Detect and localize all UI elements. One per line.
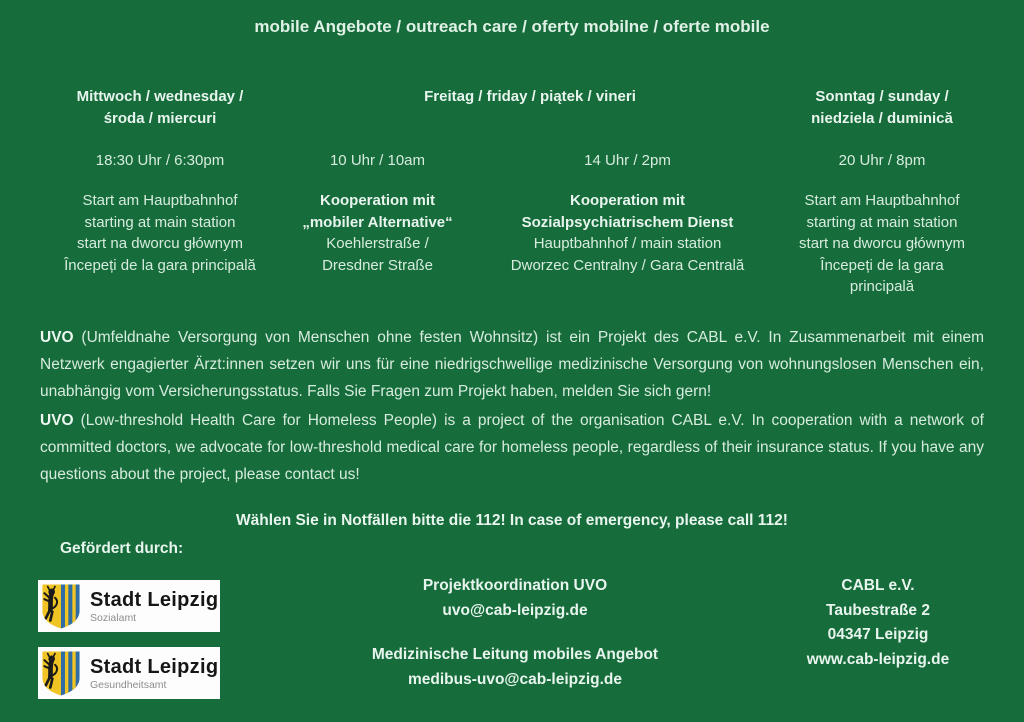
coordination-email: uvo@cab-leipzig.de: [442, 601, 588, 619]
page-title: mobile Angebote / outreach care / oferty mobilne / oferte mobile: [254, 17, 770, 36]
sunday-time: 20 Uhr / 8pm: [838, 152, 926, 169]
uvo-lead-de: UVO: [40, 329, 74, 346]
schedule-line: start na dworcu głównym: [77, 235, 243, 252]
sunday-header: [780, 86, 984, 130]
about-paragraph-en: [40, 407, 984, 488]
wednesday-header-line1: Mittwoch / wednesday /: [76, 88, 244, 105]
friday-header: Freitag / friday / piątek / vineri: [424, 88, 636, 105]
medical-lead-title: Medizinische Leitung mobiles Angebot: [371, 646, 659, 663]
logo-text: [90, 589, 218, 624]
sunday-header-line1: Sonntag / sunday /: [815, 88, 949, 105]
organisation-city: 04347 Leipzig: [827, 626, 929, 643]
about-paragraph-de: [40, 324, 984, 405]
about-text-de: (Umfeldnahe Versorgung von Menschen ohne festen Wohnsitz) ist ein Projekt des CABL e.V. In Zusammenarbeit mit einem Netzwerk engagierter Ärzt:innen setzen wir uns für eine niedrigschwellige medizinische Versorgung von wohnungslosen Menschen ein, unabhängig vom Versicherungsstatus. Falls Sie Fragen zum Projekt haben, melden Sie sich gern!: [40, 329, 984, 400]
emergency-notice: Wählen Sie in Notfällen bitte die 112! In case of emergency, please call 112!: [236, 512, 788, 529]
schedule-line: principală: [849, 278, 915, 295]
schedule-line: Sozialpsychiatrischem Dienst: [521, 213, 734, 231]
logo-department-name: Sozialamt: [90, 611, 137, 624]
stadt-leipzig-sozialamt-logo: [38, 580, 220, 632]
leipzig-coat-of-arms-icon: [41, 583, 81, 630]
schedule-line: starting at main station: [84, 213, 236, 231]
wednesday-header-line2: środa / miercuri: [103, 110, 217, 127]
schedule-line: start na dworcu głównym: [799, 235, 965, 252]
funded-by-label: Gefördert durch:: [60, 540, 184, 557]
about-text-en: (Low-threshold Health Care for Homeless People) is a project of the organisation CABL e.V. In cooperation with a network of committed doctors, we advocate for low-threshold medical care for homeless people, regardless of their insurance status. If you have any questions about the project, please contact us!: [40, 412, 984, 483]
schedule-line: Start am Hauptbahnhof: [804, 192, 960, 209]
organisation-name: CABL e.V.: [841, 577, 915, 594]
organisation-address-block: [770, 574, 986, 672]
schedule-line: Kooperation mit: [320, 192, 435, 209]
wednesday-header: [40, 86, 280, 130]
wednesday-details: [40, 190, 280, 298]
medical-lead-email: medibus-uvo@cab-leipzig.de: [407, 670, 623, 688]
medical-lead-block: [330, 643, 700, 692]
schedule-line: Start am Hauptbahnhof: [82, 192, 238, 209]
logo-org-name: Stadt Leipzig: [90, 588, 219, 611]
schedule-line: Hauptbahnhof / main station: [533, 235, 722, 252]
leipzig-coat-of-arms-icon: [41, 650, 81, 697]
project-coordination-block: [330, 574, 700, 623]
sunday-details: [780, 190, 984, 298]
schedule-grid: [40, 86, 984, 298]
friday-slot1-details: [280, 190, 475, 298]
stadt-leipzig-gesundheitsamt-logo: [38, 647, 220, 699]
schedule-line: starting at main station: [806, 213, 958, 231]
logo-org-name: Stadt Leipzig: [90, 655, 219, 678]
schedule-line: Dworzec Centralny / Gara Centrală: [510, 256, 745, 274]
uvo-lead-en: UVO: [40, 412, 74, 429]
schedule-line: Dresdner Straße: [322, 256, 433, 274]
friday-slot1-time: 10 Uhr / 10am: [329, 152, 426, 169]
friday-slot2-time: 14 Uhr / 2pm: [584, 152, 671, 169]
logo-department-name: Gesundheitsamt: [90, 678, 167, 691]
schedule-line: Koehlerstraße /: [326, 235, 429, 252]
coordination-title: Projektkoordination UVO: [422, 577, 608, 594]
wednesday-time: 18:30 Uhr / 6:30pm: [95, 152, 225, 169]
schedule-line: Începeți de la gara: [820, 256, 944, 274]
organisation-website: www.cab-leipzig.de: [806, 650, 950, 668]
organisation-street: Taubestraße 2: [826, 601, 930, 619]
schedule-line: „mobiler Alternative“: [302, 213, 453, 231]
sunday-header-line2: niedziela / duminică: [811, 110, 953, 127]
schedule-line: Kooperation mit: [570, 192, 685, 209]
friday-slot2-details: [475, 190, 780, 298]
logo-text: [90, 656, 218, 691]
schedule-line: Începeți de la gara principală: [64, 256, 256, 274]
